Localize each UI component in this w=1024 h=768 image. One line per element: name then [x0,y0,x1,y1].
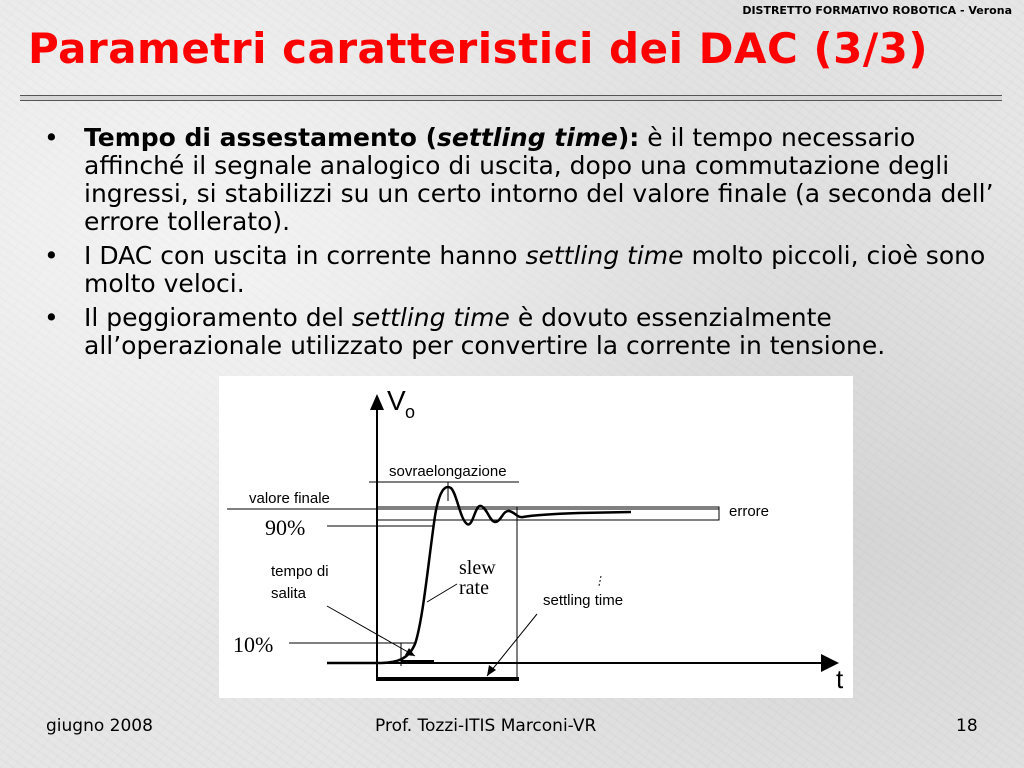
slew-label-1: slew [459,557,496,579]
y-axis-arrow [370,394,384,410]
bullet-text: è il tempo necessario affinché il segnale analogico di uscita, dopo una commutazione degli ingressi, si stabilizzi su un certo intorno del valore finale (a seconda dell’ errore tollerato). [84,123,994,236]
settling-leader [487,614,537,676]
term-italic: settling time [437,123,618,152]
bullet-item [44,124,999,236]
bullet-list [44,124,999,366]
y-axis-label: V [387,385,406,416]
bullet-text: è dovuto essenzialmente all’operazionale utilizzato per convertire la corrente in tensione. [84,303,886,360]
bullet-text: I DAC con uscita in corrente hanno [84,241,526,270]
rise-time-leader [327,606,415,656]
settling-label: settling time [543,592,624,609]
bullet-dot: • [44,241,59,270]
rise-time-label-2: salita [271,585,307,602]
p90-label: 90% [265,515,306,540]
p10-label: 10% [233,632,274,657]
footer-date: giugno 2008 [46,716,153,736]
bullet-dot: • [44,123,59,152]
bullet-item [44,242,999,298]
overshoot-label: sovraelongazione [389,463,507,480]
y-axis-subscript: o [405,402,416,422]
error-label: errore [729,503,770,520]
diagram-svg [219,376,853,698]
bullet-item [44,304,999,360]
slide-title: Parametri caratteristici dei DAC (3/3) [28,24,929,73]
rise-time-label-1: tempo di [271,563,329,580]
final-value-label: valore finale [249,490,330,507]
bullet-italic: settling time [525,241,684,270]
settling-time-diagram [219,376,853,698]
x-axis-label: t [836,664,844,694]
bullet-text: Il peggioramento del [84,303,352,332]
organization-header: DISTRETTO FORMATIVO ROBOTICA - Verona [742,4,1012,17]
term-bold: Tempo di assestamento ( [84,123,438,152]
slew-label-2: rate [459,577,489,599]
slew-leader [427,584,457,602]
footer-author: Prof. Tozzi-ITIS Marconi-VR [375,716,597,736]
title-divider [20,95,1002,101]
dotted-mark [599,576,601,586]
bullet-italic: settling time [351,303,510,332]
footer-page-number: 18 [956,716,978,736]
term-bold-end: ): [617,123,640,152]
bullet-dot: • [44,303,59,332]
bullet-text: molto piccoli, cioè sono molto veloci. [84,241,986,298]
